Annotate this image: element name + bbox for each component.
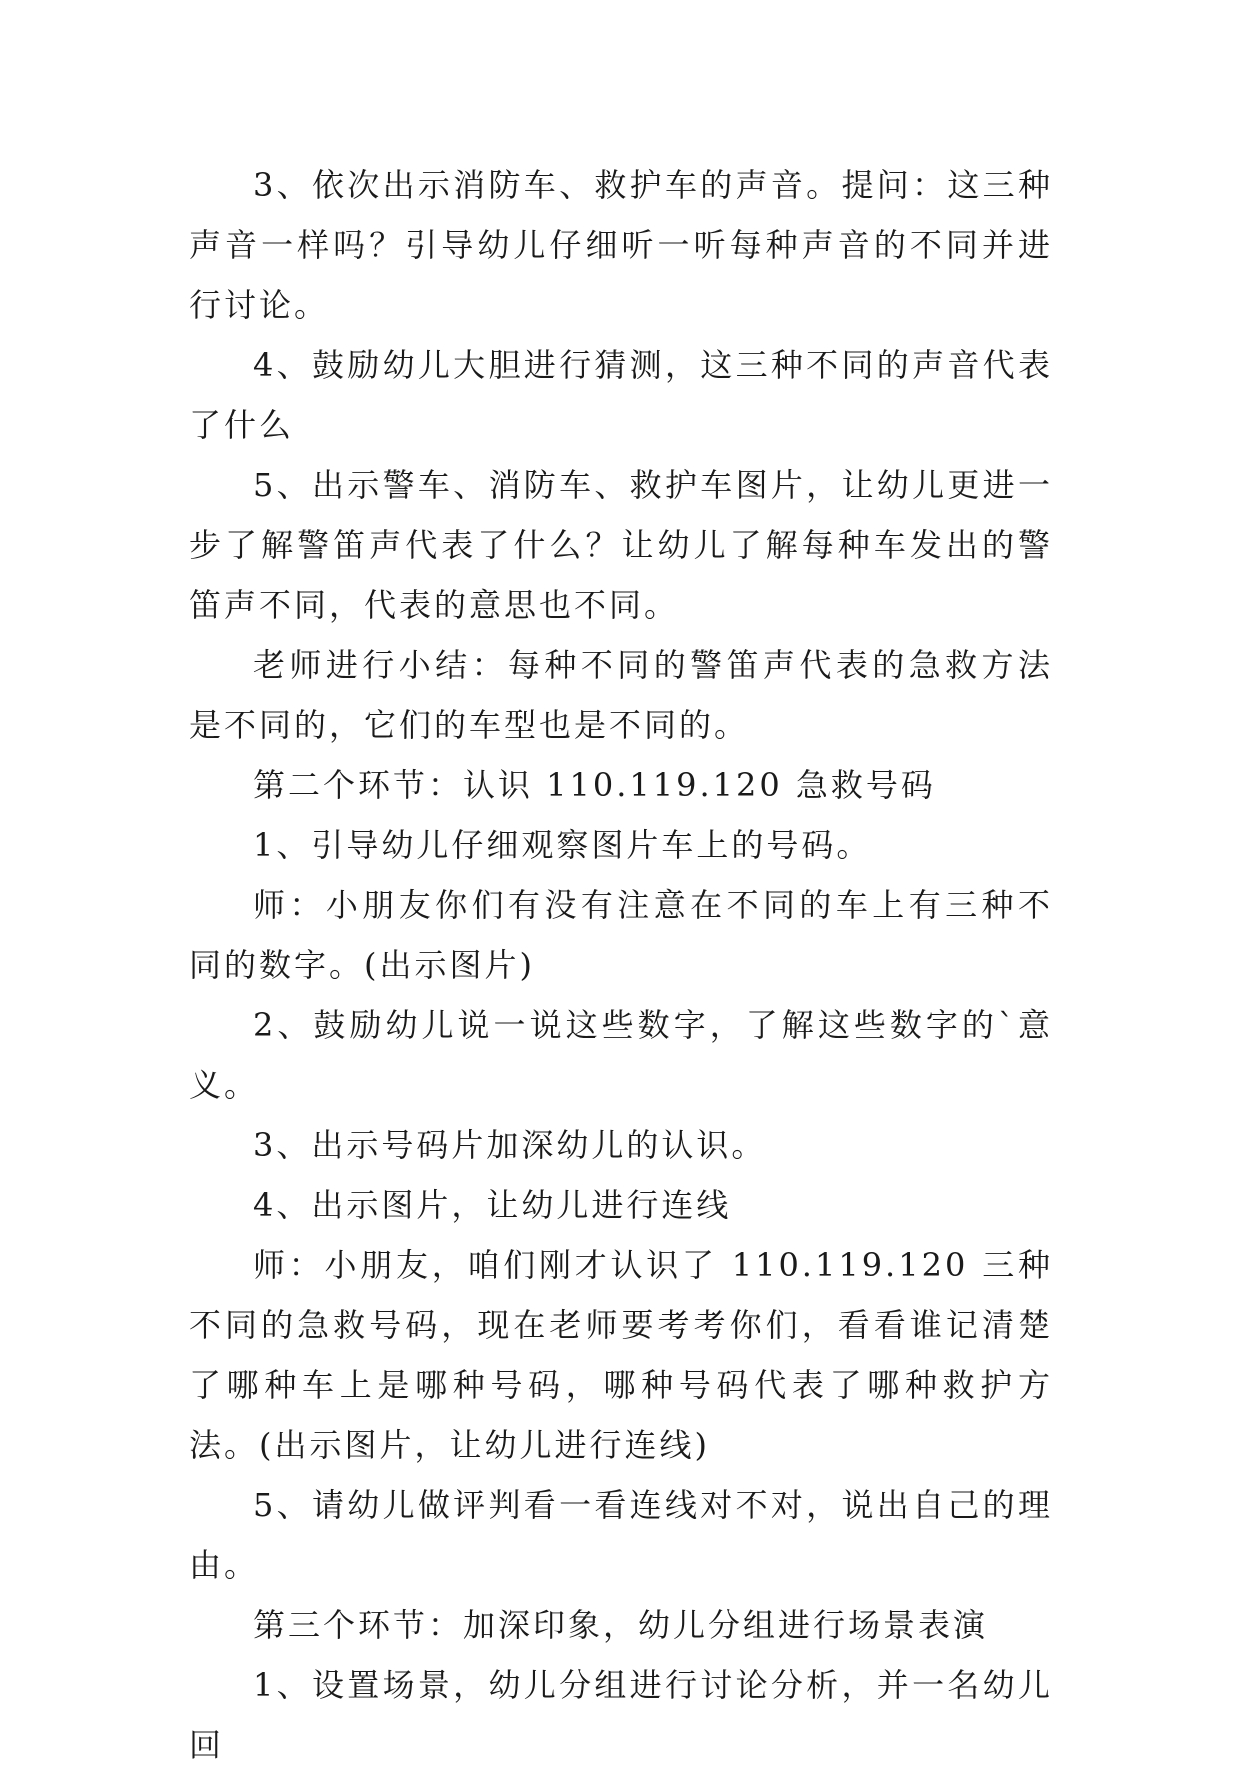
- section-heading-third: 第三个环节：加深印象，幼儿分组进行场景表演: [253, 1606, 989, 1644]
- paragraph-evaluate: 5、请幼儿做评判看一看连线对不对，说出自己的理由。: [189, 1486, 1053, 1584]
- paragraph-teacher-quiz: 师：小朋友，咱们刚才认识了 110.119.120 三种不同的急救号码，现在老师要考考你们，看看谁记清楚了哪种车上是哪种号码，哪种号码代表了哪种救护方法。(出示图片，让幼儿进行连线): [189, 1246, 1053, 1464]
- paragraph-discuss-numbers: 2、鼓励幼儿说一说这些数字，了解这些数字的`意义。: [189, 1006, 1053, 1104]
- paragraph-number-cards: 3、出示号码片加深幼儿的认识。: [253, 1126, 767, 1164]
- section-heading-second: 第二个环节：认识 110.119.120 急救号码: [253, 766, 936, 804]
- paragraph-step-3-sounds: 3、依次出示消防车、救护车的声音。提问：这三种声音一样吗？引导幼儿仔细听一听每种声音的不同并进行讨论。: [189, 166, 1053, 324]
- paragraph-step-4-guess: 4、鼓励幼儿大胆进行猜测，这三种不同的声音代表了什么: [189, 346, 1053, 444]
- paragraph-set-scene: 1、设置场景，幼儿分组进行讨论分析，并一名幼儿回: [189, 1666, 1053, 1764]
- paragraph-teacher-question: 师：小朋友你们有没有注意在不同的车上有三种不同的数字。(出示图片): [189, 886, 1053, 984]
- body-text: [189, 155, 1053, 1775]
- paragraph-teacher-summary: 老师进行小结：每种不同的警笛声代表的急救方法是不同的，它们的车型也是不同的。: [189, 646, 1053, 744]
- paragraph-observe-numbers: 1、引导幼儿仔细观察图片车上的号码。: [253, 826, 872, 864]
- paragraph-matching: 4、出示图片，让幼儿进行连线: [253, 1186, 732, 1224]
- paragraph-step-5-pictures: 5、出示警车、消防车、救护车图片，让幼儿更进一步了解警笛声代表了什么？让幼儿了解每种车发出的警笛声不同，代表的意思也不同。: [189, 466, 1053, 624]
